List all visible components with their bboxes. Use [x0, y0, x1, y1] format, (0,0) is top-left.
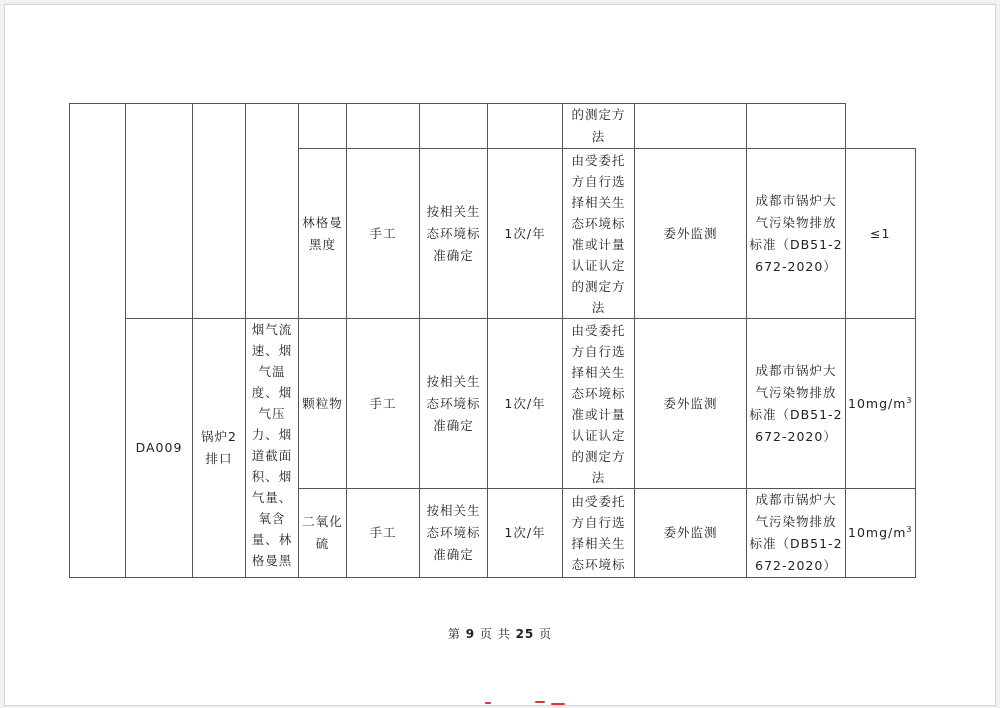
blank-cell [70, 104, 126, 578]
method-cell: 由受委托方自行选择相关生态环境标 [563, 489, 635, 578]
limit-cell: ≤1 [846, 149, 916, 319]
basis-cell: 按相关生态环境标准确定 [420, 489, 488, 578]
blank-cell [420, 104, 488, 149]
stamp-mark [551, 703, 565, 705]
unit-cell: 委外监测 [635, 489, 747, 578]
blank-cell [488, 104, 563, 149]
table-row [70, 104, 916, 149]
frequency-cell: 1次/年 [488, 489, 563, 578]
footer-total-pages: 25 [515, 627, 535, 641]
blank-cell [347, 104, 420, 149]
limit-cell [846, 319, 916, 489]
mode-cell: 手工 [347, 319, 420, 489]
footer-middle: 页 共 [479, 627, 511, 641]
standard-cell: 成都市锅炉大气污染物排放标准（DB51-2672-2020） [747, 149, 846, 319]
item-cell: 林格曼黑度 [299, 149, 347, 319]
page-footer [5, 625, 995, 642]
footer-suffix: 页 [539, 627, 553, 641]
mode-cell: 手工 [347, 149, 420, 319]
limit-exponent: 3 [906, 395, 913, 405]
document-page [4, 4, 996, 706]
method-cell: 的测定方法 [563, 104, 635, 149]
blank-cell [246, 104, 299, 319]
blank-cell [126, 104, 193, 319]
basis-cell: 按相关生态环境标准确定 [420, 319, 488, 489]
footer-prefix: 第 [447, 627, 461, 641]
limit-value: 10mg/m [848, 525, 907, 540]
method-cell: 由受委托方自行选择相关生态环境标准或计量认证认定的测定方法 [563, 149, 635, 319]
unit-cell: 委外监测 [635, 149, 747, 319]
blank-cell [299, 104, 347, 149]
blank-cell [635, 104, 747, 149]
outlet-id-cell: DA009 [126, 319, 193, 578]
frequency-cell: 1次/年 [488, 319, 563, 489]
stamp-edge-marks [475, 700, 615, 706]
limit-exponent: 3 [906, 524, 913, 534]
blank-cell [747, 104, 846, 149]
standard-cell: 成都市锅炉大气污染物排放标准（DB51-2672-2020） [747, 489, 846, 578]
parameters-cell: 烟气流速、烟气温度、烟气压力、烟道截面积、烟气量、氧含量、林格曼黑 [246, 319, 299, 578]
monitoring-table [69, 103, 916, 578]
standard-cell: 成都市锅炉大气污染物排放标准（DB51-2672-2020） [747, 319, 846, 489]
limit-value: 10mg/m [848, 395, 907, 411]
basis-cell: 按相关生态环境标准确定 [420, 149, 488, 319]
footer-page-number: 9 [465, 627, 476, 641]
table-row [70, 319, 916, 489]
item-cell: 颗粒物 [299, 319, 347, 489]
blank-cell [193, 104, 246, 319]
mode-cell: 手工 [347, 489, 420, 578]
stamp-mark [485, 702, 491, 704]
limit-cell [846, 489, 916, 578]
method-cell: 由受委托方自行选择相关生态环境标准或计量认证认定的测定方法 [563, 319, 635, 489]
item-cell: 二氧化硫 [299, 489, 347, 578]
stamp-mark [535, 701, 545, 703]
frequency-cell: 1次/年 [488, 149, 563, 319]
unit-cell: 委外监测 [635, 319, 747, 489]
outlet-name-cell: 锅炉2排口 [193, 319, 246, 578]
